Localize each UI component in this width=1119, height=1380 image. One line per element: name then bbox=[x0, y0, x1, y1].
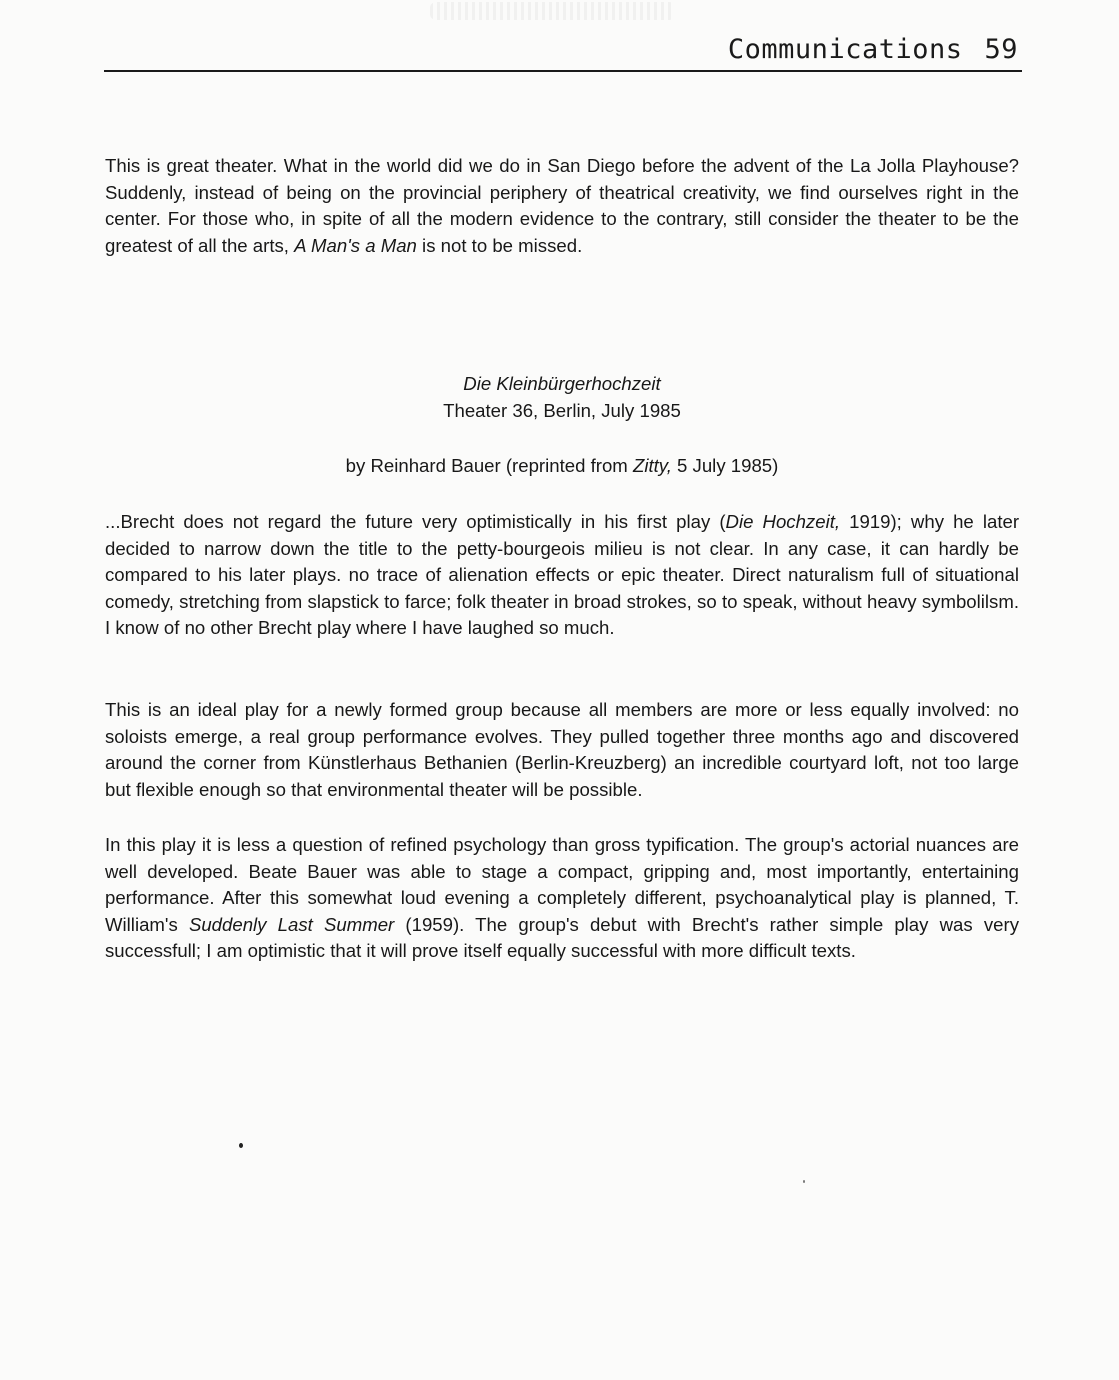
p3-play-title: Suddenly Last Summer bbox=[188, 913, 395, 935]
scan-smudge bbox=[430, 2, 675, 20]
scan-speck bbox=[803, 1180, 805, 1183]
p1-text-b: 1919); why he later decided to narrow down the title to the petty-bourgeois milieu is not clear. In any case, it can hardly be compared to his later plays. no trace of alienation effects or epic theater. Direct naturalism full of situational comedy, stretching from slapstick to farce; folk theater in broad strokes, so to speak, without heavy symbolilsm. I know of no other Brecht play where I have laughed so much. bbox=[105, 511, 1020, 638]
running-header bbox=[104, 30, 1022, 72]
intro-play-title: A Man's a Man bbox=[294, 234, 417, 256]
intro-text-1: This is great theater. What in the world did we do in San Diego before the advent of the La Jolla Playhouse? Suddenly, instead of being on the provincial periphery of theatrical creativity, we find ourselves right in the center. For those who, in spite of all the modern evidence to the contrary, still consider the theater to be the greatest of all the arts, bbox=[105, 155, 1019, 256]
body-paragraph-2: This is an ideal play for a newly formed group because all members are more or less equally involved: no soloists emerge, a real group performance evolves. They pulled together three months ago and discovered around the corner from Künstlerhaus Bethanien (Berlin-Kreuzberg) an incredible courtyard loft, not too large but flexible enough so that environmental theater will be possible. bbox=[105, 699, 1019, 800]
play-title: Die Kleinbürgerhochzeit bbox=[463, 373, 661, 394]
p3-text-b: (1959). The group's debut with Brecht's rather simple play was very successfull; I am optimistic that it will prove itself equally successful with more difficult texts. bbox=[105, 913, 1019, 961]
p3-text-a: In this play it is less a question of refined psychology than gross typification. The group's actorial nuances are well developed. Beate Bauer was able to stage a compact, gripping and, most importantly, entertaining performance. After this somewhat loud evening a completely different, psychoanalytical play is planned, T. William's bbox=[105, 834, 1019, 935]
body-paragraph-3 bbox=[105, 832, 1019, 965]
scan-speck bbox=[239, 1143, 243, 1148]
article-venue: Theater 36, Berlin, July 1985 bbox=[443, 400, 681, 421]
p1-play-title: Die Hochzeit, bbox=[725, 511, 841, 532]
article-play-title bbox=[105, 371, 1019, 398]
header-text bbox=[728, 34, 1018, 65]
byline-prefix: by Reinhard Bauer (reprinted from bbox=[345, 455, 633, 476]
p1-text-a: ...Brecht does not regard the future very optimistically in his first play ( bbox=[105, 511, 726, 532]
body-paragraph-1 bbox=[105, 509, 1019, 642]
page-number: 59 bbox=[984, 34, 1018, 65]
article-byline bbox=[105, 453, 1019, 480]
review-intro-paragraph bbox=[105, 153, 1019, 259]
byline-date: 5 July 1985) bbox=[671, 455, 779, 476]
header-title: Communications bbox=[727, 34, 963, 65]
byline-source: Zitty, bbox=[632, 455, 672, 476]
intro-text-2: is not to be missed. bbox=[416, 234, 583, 256]
